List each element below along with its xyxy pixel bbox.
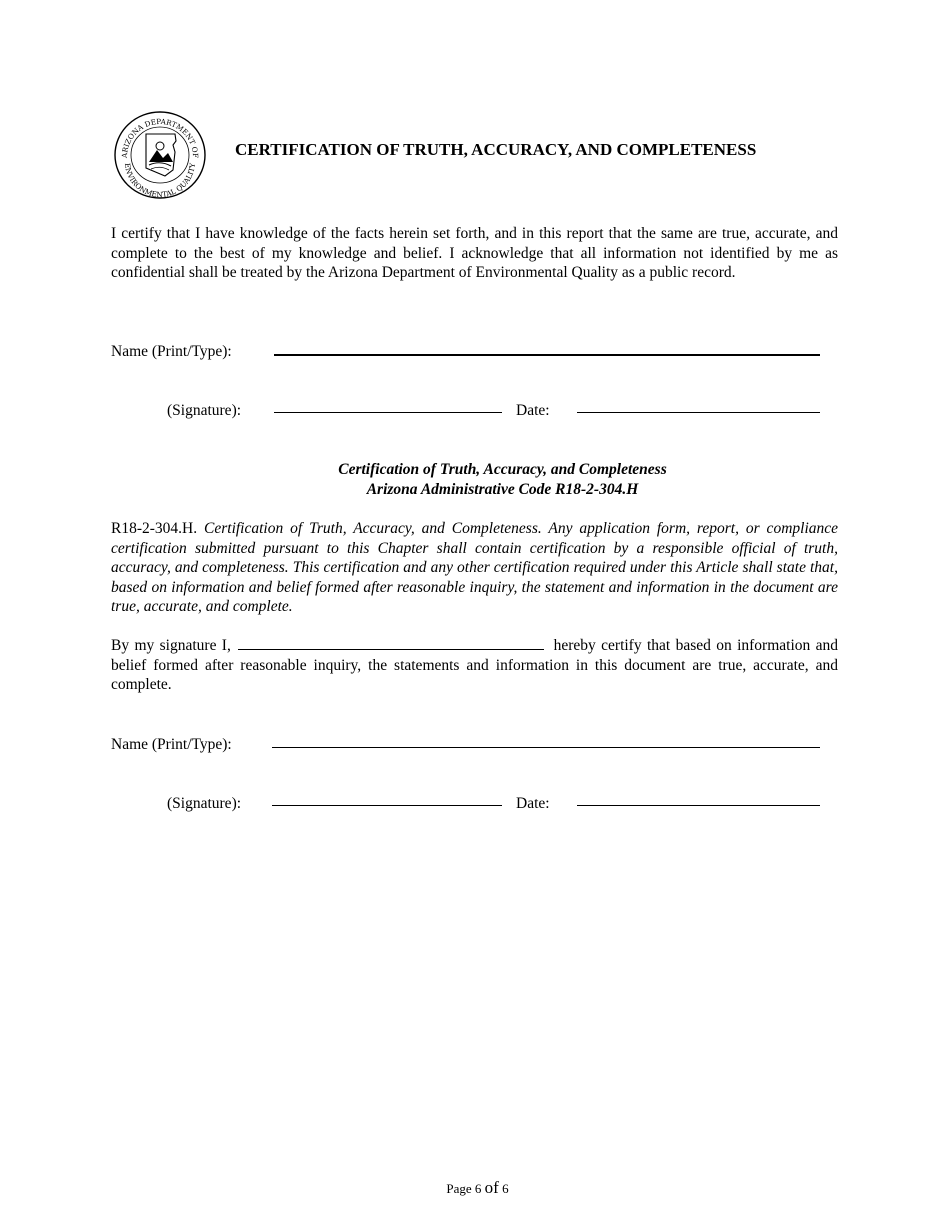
name-print-type-label-2: Name (Print/Type): xyxy=(111,736,232,753)
signature-label-2: (Signature): xyxy=(167,795,242,812)
page-number xyxy=(0,1178,950,1198)
rule-text: Certification of Truth, Accuracy, and Completeness. Any application form, report, or compliance certification submitted pursuant to this Chapter shall contain certification by a responsible official of truth, accuracy, and completeness. This certification and any other certification required under this Article shall state that, based on information and belief formed after reasonable inquiry, the statement and information in the document are true, accurate, and complete. xyxy=(111,520,839,616)
date-label-2: Date: xyxy=(516,795,550,812)
page-total: 6 xyxy=(502,1181,509,1196)
name-print-type-label: Name (Print/Type): xyxy=(111,343,232,360)
signature-certification-text: hereby certify that based on information and belief formed after reasonable inquiry, the statements and information in this document are true, accurate, and complete. xyxy=(111,637,839,694)
signature-field-2[interactable] xyxy=(272,805,502,806)
rule-reference: R18-2-304.H. xyxy=(111,520,198,537)
date-field[interactable] xyxy=(577,412,820,413)
page-title: CERTIFICATION OF TRUTH, ACCURACY, AND COMPLETENESS xyxy=(235,140,757,159)
date-label: Date: xyxy=(516,402,550,419)
seal-text-top: ARIZONA DEPARTMENT OF xyxy=(119,116,201,159)
signature-label: (Signature): xyxy=(167,402,242,419)
rule-heading-code: Arizona Administrative Code R18-2-304.H xyxy=(366,481,639,498)
page-prefix: Page 6 xyxy=(446,1181,482,1196)
rule-text-paragraph xyxy=(111,519,838,617)
name-print-type-field[interactable] xyxy=(274,354,820,356)
certifier-name-field[interactable] xyxy=(238,637,544,650)
signature-intro: By my signature I, xyxy=(111,637,231,654)
page-of: of xyxy=(484,1178,499,1197)
rule-heading-title: Certification of Truth, Accuracy, and Completeness xyxy=(338,461,667,478)
adeq-seal-logo xyxy=(113,110,207,200)
rule-heading xyxy=(0,460,950,500)
signature-certification-paragraph xyxy=(111,636,838,695)
date-field-2[interactable] xyxy=(577,805,820,806)
signature-field[interactable] xyxy=(274,412,502,413)
svg-text:ARIZONA DEPARTMENT OF xyxy=(120,117,200,159)
seal-text-bottom: ENVIRONMENTAL QUALITY xyxy=(122,162,198,200)
name-print-type-field-2[interactable] xyxy=(272,747,820,748)
certification-statement: I certify that I have knowledge of the facts herein set forth, and in this report that the same are true, accurate, and complete to the best of my knowledge and belief. I acknowledge that all information not identified by me as confidential shall be treated by the Arizona Department of Environmental Quality as a public record. xyxy=(111,225,838,282)
